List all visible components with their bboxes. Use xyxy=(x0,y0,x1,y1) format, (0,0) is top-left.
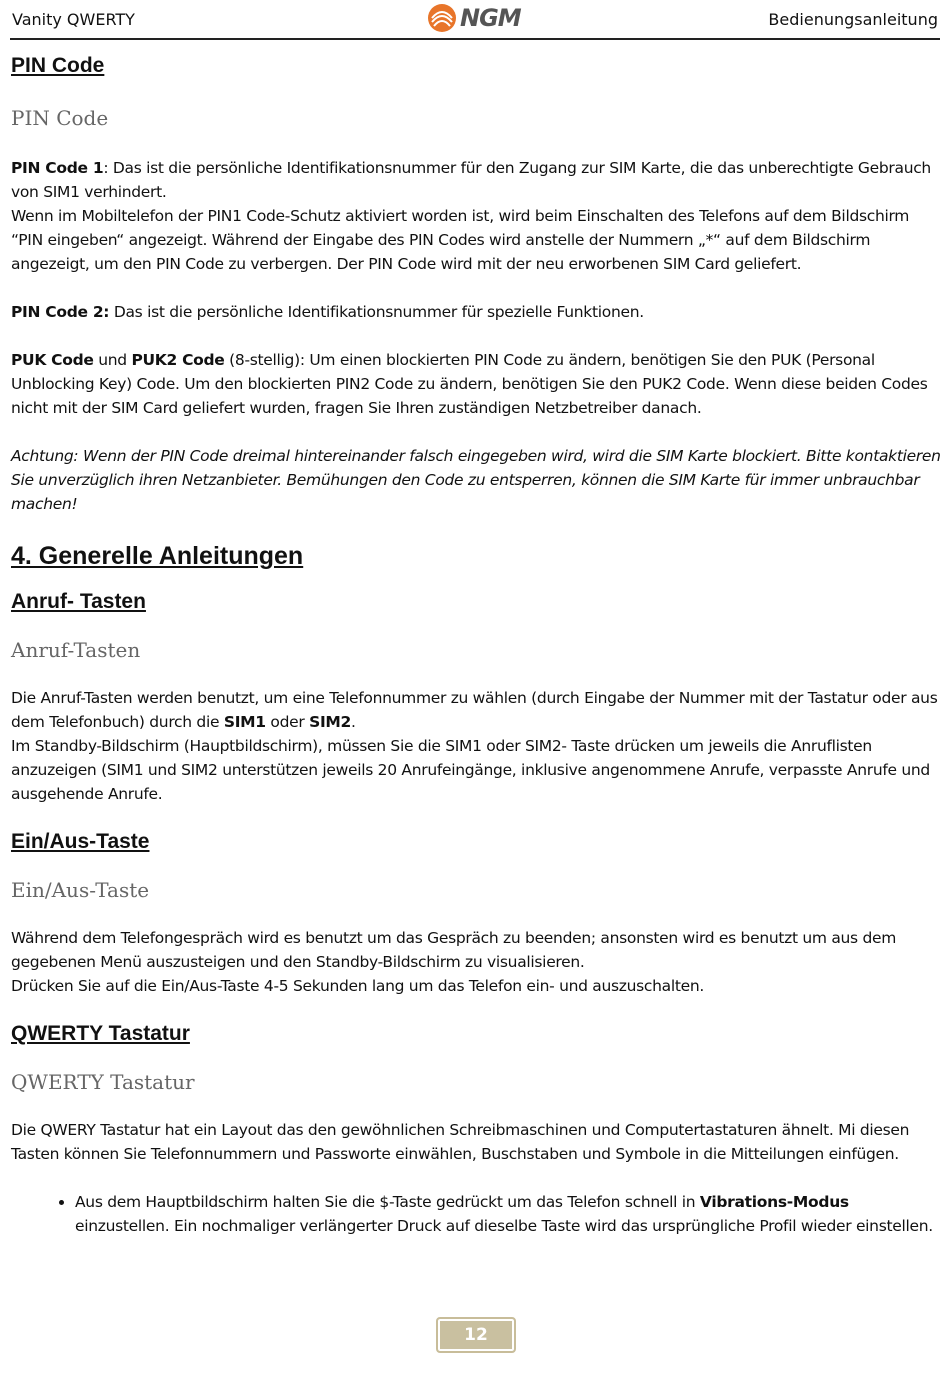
section-title-call: Anruf- Tasten xyxy=(11,590,146,613)
header-doc-type: Bedienungsanleitung xyxy=(768,10,938,29)
page-header xyxy=(10,0,940,40)
section-title-qwerty: QWERTY Tastatur xyxy=(11,1022,190,1045)
paragraph-pin2 xyxy=(11,300,941,324)
call-sim1: SIM1 xyxy=(223,713,266,731)
logo-text: NGM xyxy=(460,4,521,32)
paragraph-call-2: Im Standby-Bildschirm (Hauptbildschirm), müssen Sie die SIM1 oder SIM2- Taste drücken um jeweils die Anruflisten anzuzeigen (SIM1 und SIM2 unterstützen jeweils 20 Anrufeingänge, inklusive angenommene Anrufe, verpasste Anrufe und ausgehende Anrufe. xyxy=(11,737,930,803)
pin2-label: PIN Code 2: xyxy=(11,303,110,321)
section-subtitle-power: Ein/Aus-Taste xyxy=(11,878,150,902)
paragraph-pin1 xyxy=(11,156,941,204)
paragraph-pin1-details: Wenn im Mobiltelefon der PIN1 Code-Schutz aktiviert worden ist, wird beim Einschalten des Telefons auf dem Bildschirm “PIN eingeben“ angezeigt. Während der Eingabe des PIN Codes wird anstelle der Nummern „*“ auf dem Bildschirm angezeigt, um den PIN Code zu verbergen. Der PIN Code wird mit der neu erworbenen SIM Card geliefert. xyxy=(11,207,910,273)
page-content xyxy=(11,52,941,1238)
pin2-text: Das ist die persönliche Identifikationsnummer für spezielle Funktionen. xyxy=(109,303,644,321)
section-subtitle-qwerty: QWERTY Tastatur xyxy=(11,1070,195,1094)
bullet-end: einzustellen. Ein nochmaliger verlängerter Druck auf dieselbe Taste wird das ursprüngliche Profil wieder einstellen. xyxy=(75,1217,933,1235)
list-item xyxy=(75,1190,941,1238)
ngm-logo-icon xyxy=(426,2,460,34)
paragraph-warning: Achtung: Wenn der PIN Code dreimal hintereinander falsch eingegeben wird, wird die SIM Karte blockiert. Bitte kontaktieren Sie unverzüglich ihren Netzanbieter. Bemühungen den Code zu entsperren, können die SIM Karte für immer unbrauchbar machen! xyxy=(11,447,941,513)
page-number-badge: 12 xyxy=(436,1317,516,1353)
call-text: Die Anruf-Tasten werden benutzt, um eine Telefonnummer zu wählen (durch Eingabe der Nummer mit der Tastatur oder aus dem Telefonbuch) durch die xyxy=(11,689,938,731)
chapter-title-general: 4. Generelle Anleitungen xyxy=(11,542,304,570)
puk-label: PUK Code xyxy=(11,351,94,369)
qwerty-bullet-list xyxy=(11,1190,941,1238)
call-end: . xyxy=(351,713,356,731)
puk-connector: und xyxy=(93,351,132,369)
section-title-power: Ein/Aus-Taste xyxy=(11,830,150,853)
call-sim2: SIM2 xyxy=(309,713,352,731)
puk-text: (8-stellig): Um einen blockierten PIN Code zu ändern, benötigen Sie den PUK (Personal Unblocking Key) Code. Um den blockierten PIN2 Code zu ändern, benötigen Sie den PUK2 Code. Wenn diese beiden Codes nicht mit der SIM Card geliefert wurden, fragen Sie Ihren zuständigen Netzbetreiber danach. xyxy=(11,351,928,417)
paragraph-call-1 xyxy=(11,686,941,734)
call-connector: oder xyxy=(265,713,310,731)
pin1-label: PIN Code 1 xyxy=(11,159,104,177)
paragraph-qwerty-1: Die QWERY Tastatur hat ein Layout das den gewöhnlichen Schreibmaschinen und Computertastaturen ähnelt. Mi diesen Tasten können Sie Telefonnummern und Passworte einwählen, Buschstaben und Symbole in die Mitteilungen einfügen. xyxy=(11,1121,910,1163)
paragraph-power-2: Drücken Sie auf die Ein/Aus-Taste 4-5 Sekunden lang um das Telefon ein- und auszuschalten. xyxy=(11,977,705,995)
ngm-logo xyxy=(426,2,536,34)
header-product-name: Vanity QWERTY xyxy=(12,10,135,29)
pin1-text: : Das ist die persönliche Identifikationsnummer für den Zugang zur SIM Karte, die das unberechtigte Gebrauch von SIM1 verhindert. xyxy=(11,159,931,201)
section-subtitle-call: Anruf-Tasten xyxy=(11,638,141,662)
bullet-text: Aus dem Hauptbildschirm halten Sie die $-Taste gedrückt um das Telefon schnell in xyxy=(75,1193,700,1211)
bullet-bold: Vibrations-Modus xyxy=(699,1193,849,1211)
paragraph-power-1: Während dem Telefongespräch wird es benutzt um das Gespräch zu beenden; ansonsten wird es benutzt um aus dem gegebenen Menü auszusteigen und den Standby-Bildschirm zu visualisieren. xyxy=(11,929,897,971)
section-subtitle-pin: PIN Code xyxy=(11,106,109,130)
paragraph-puk xyxy=(11,348,941,420)
puk2-label: PUK2 Code xyxy=(131,351,225,369)
section-title-pin: PIN Code xyxy=(11,54,105,77)
